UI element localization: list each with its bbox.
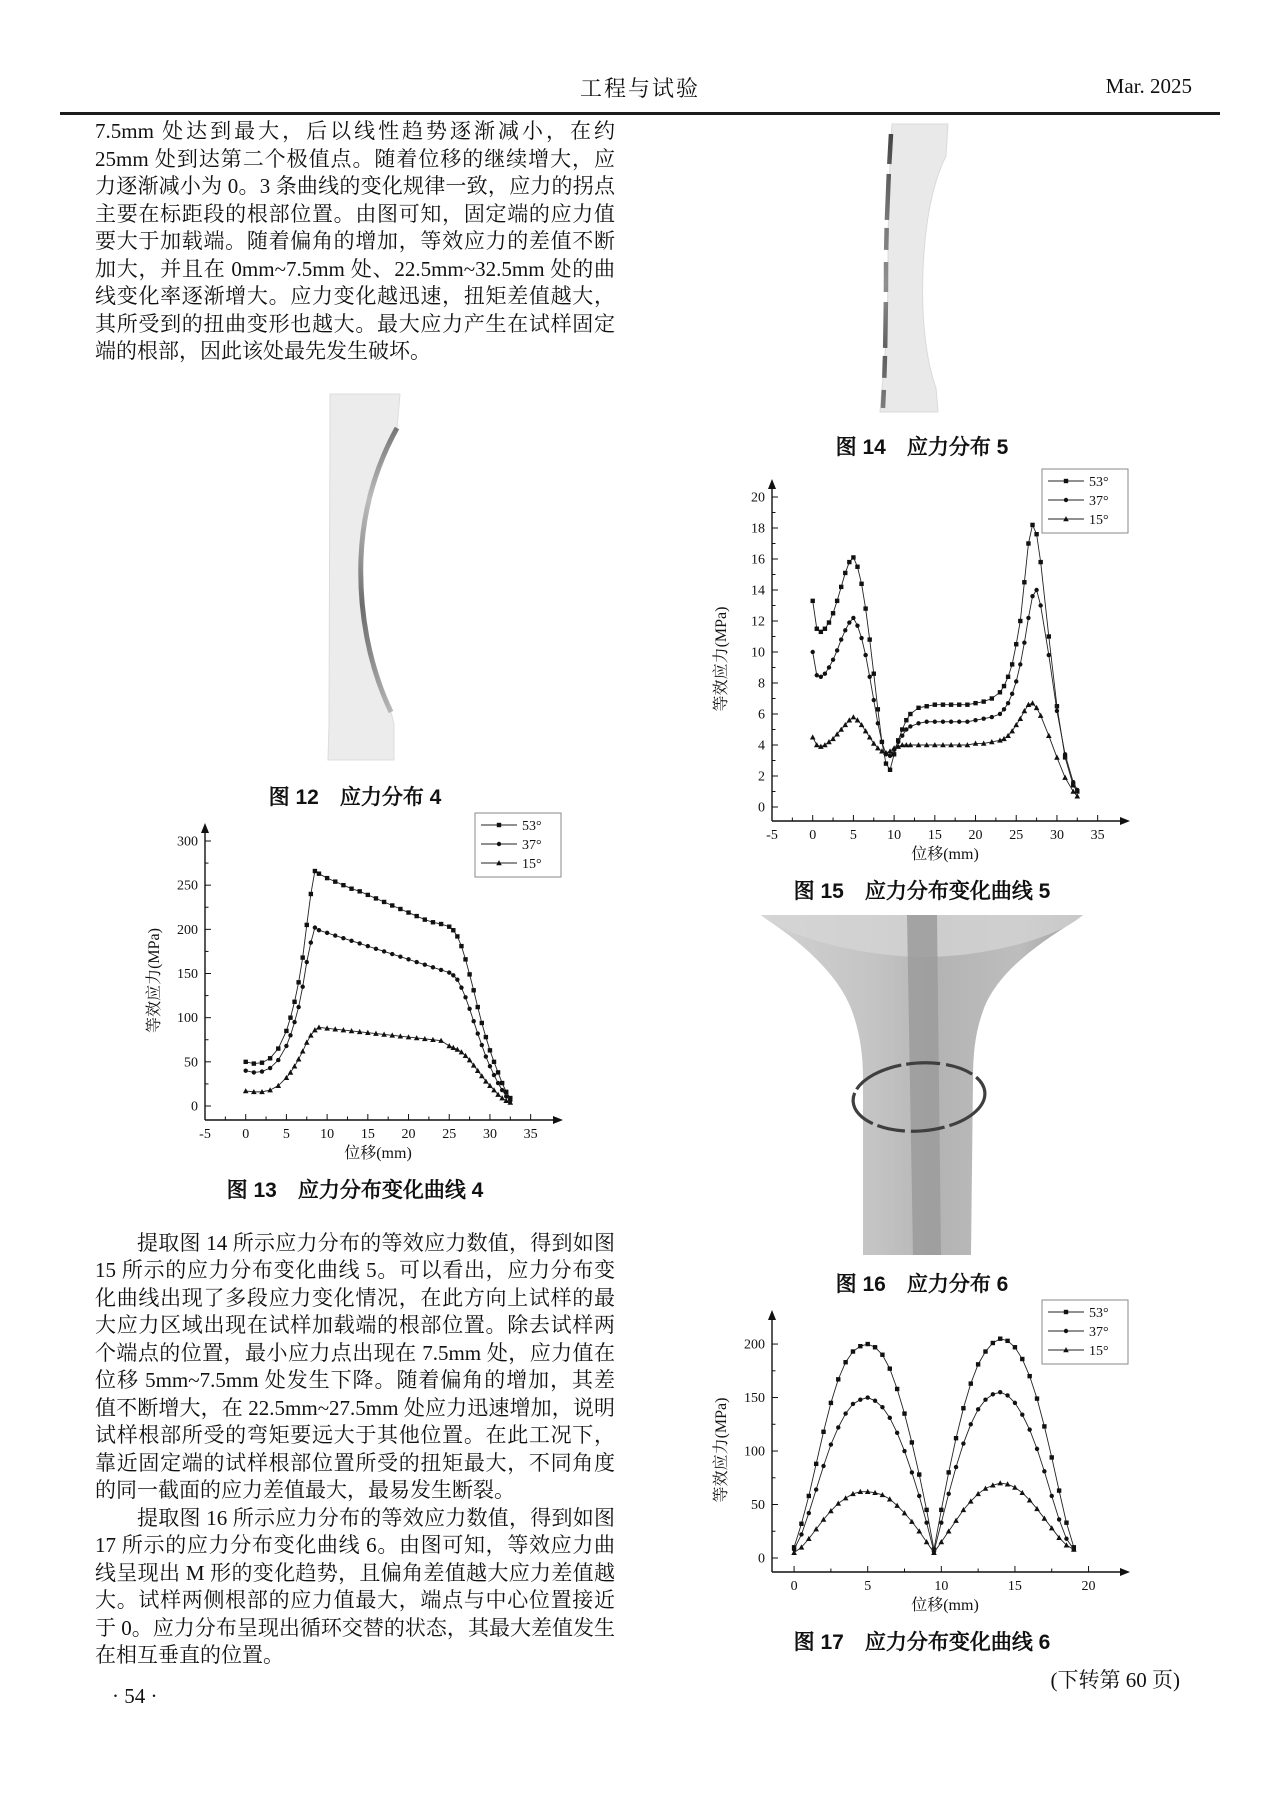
svg-text:53°: 53°: [1089, 475, 1109, 490]
svg-text:位移(mm): 位移(mm): [911, 846, 979, 863]
svg-text:0: 0: [809, 828, 817, 843]
svg-text:37°: 37°: [1089, 1325, 1109, 1340]
fig14-specimen-image: [862, 122, 982, 414]
svg-text:等效应力(MPa): 等效应力(MPa): [713, 606, 730, 712]
svg-text:53°: 53°: [522, 818, 542, 834]
figure-12: [95, 390, 615, 767]
svg-text:8: 8: [758, 676, 765, 692]
fig12-caption: 图 12 应力分布 4: [268, 785, 442, 809]
svg-text:5: 5: [282, 1126, 290, 1142]
svg-text:250: 250: [177, 878, 198, 894]
svg-text:4: 4: [758, 738, 765, 754]
svg-text:37°: 37°: [522, 837, 542, 853]
svg-text:30: 30: [1049, 828, 1064, 843]
svg-text:50: 50: [184, 1054, 198, 1070]
svg-text:35: 35: [1090, 828, 1105, 843]
svg-text:18: 18: [751, 521, 765, 537]
journal-date: Mar. 2025: [1105, 74, 1192, 98]
paragraph-2: 提取图 14 所示应力分布的等效应力数值，得到如图 15 所示的应力分布变化曲线 5。可以看出，应力分布变化曲线出现了多段应力变化情况，在此方向上试样的最大应力区域出现在试样加载端的根部位置。除去试样两个端点的位置，最小应力点出现在 7.5mm 处，应力值在位移 5mm~7.5mm 处发生下降。随着偏角的增加，其差值不断增大，在 22.5mm~27.5mm 处应力迅速增加，说明试样根部所受的弯矩要远大于其他位置。在此工况下，靠近固定端的试样根部位置所受的扭矩最大，不同角度的同一截面的应力差值最大，最易发生断裂。: [95, 1230, 615, 1502]
svg-text:15: 15: [927, 828, 942, 843]
svg-text:0: 0: [790, 1579, 798, 1594]
svg-text:0: 0: [191, 1099, 198, 1114]
fig14-caption: 图 14 应力分布 5: [835, 436, 1009, 459]
svg-text:6: 6: [758, 707, 765, 723]
fig16-specimen-image: [757, 915, 1087, 1255]
svg-text:50: 50: [751, 1498, 765, 1514]
svg-text:25: 25: [442, 1126, 457, 1142]
fig12-specimen-image: [240, 390, 470, 762]
svg-text:15°: 15°: [1089, 1344, 1109, 1359]
svg-text:53°: 53°: [1089, 1306, 1109, 1321]
svg-text:10: 10: [934, 1579, 949, 1594]
svg-text:35: 35: [523, 1126, 538, 1142]
fig16-caption: 图 16 应力分布 6: [835, 1273, 1009, 1296]
fig17-chart: [712, 1298, 1132, 1618]
right-column: [658, 122, 1186, 1694]
figure-16: [658, 915, 1186, 1260]
svg-text:20: 20: [1081, 1579, 1096, 1594]
svg-text:300: 300: [177, 834, 198, 849]
svg-text:200: 200: [744, 1337, 765, 1353]
svg-text:15°: 15°: [1089, 513, 1109, 528]
svg-text:20: 20: [968, 828, 983, 843]
svg-text:15: 15: [1007, 1579, 1022, 1594]
svg-text:10: 10: [320, 1126, 335, 1142]
svg-text:位移(mm): 位移(mm): [911, 1597, 979, 1614]
svg-text:25: 25: [1009, 828, 1024, 843]
svg-text:100: 100: [744, 1444, 765, 1460]
svg-text:位移(mm): 位移(mm): [344, 1144, 412, 1162]
fig15-chart: [712, 467, 1132, 867]
svg-text:30: 30: [482, 1126, 497, 1142]
svg-text:14: 14: [751, 583, 765, 599]
svg-text:10: 10: [751, 645, 765, 661]
page-number: · 54 ·: [112, 1684, 158, 1708]
svg-text:-5: -5: [199, 1126, 211, 1142]
svg-text:20: 20: [401, 1126, 416, 1142]
svg-text:37°: 37°: [1089, 494, 1109, 509]
fig17-caption: 图 17 应力分布变化曲线 6: [793, 1631, 1051, 1654]
svg-text:150: 150: [744, 1391, 765, 1407]
fig13-chart: [145, 811, 565, 1166]
svg-text:15: 15: [360, 1126, 375, 1142]
svg-text:12: 12: [751, 614, 765, 630]
svg-text:0: 0: [758, 1551, 765, 1567]
header-rule: [60, 112, 1220, 115]
svg-text:5: 5: [849, 828, 857, 843]
svg-text:200: 200: [177, 922, 198, 938]
paragraph-3: 提取图 16 所示应力分布的等效应力数值，得到如图 17 所示的应力分布变化曲线 6。由图可知，等效应力曲线呈现出 M 形的变化趋势，且偏角差值越大应力差值越大。试样两侧根部的应力值最大，端点与中心位置接近于 0。应力分布呈现出循环交替的状态，其最大差值发生在相互垂直的位置。: [95, 1505, 615, 1667]
figure-14: [658, 122, 1186, 419]
svg-text:150: 150: [177, 966, 198, 982]
svg-text:15°: 15°: [522, 856, 542, 872]
svg-text:等效应力(MPa): 等效应力(MPa): [146, 927, 163, 1033]
svg-text:20: 20: [751, 490, 765, 506]
svg-text:16: 16: [751, 552, 765, 568]
svg-text:0: 0: [242, 1126, 250, 1142]
left-column: [95, 118, 615, 1670]
continuation-note: (下转第 60 页): [1050, 1668, 1180, 1692]
svg-text:2: 2: [758, 769, 765, 785]
journal-title: 工程与试验: [579, 76, 700, 101]
svg-text:-5: -5: [766, 828, 778, 843]
fig13-caption: 图 13 应力分布变化曲线 4: [226, 1178, 484, 1202]
svg-text:等效应力(MPa): 等效应力(MPa): [713, 1397, 730, 1503]
svg-text:100: 100: [177, 1010, 198, 1026]
svg-text:0: 0: [758, 800, 765, 816]
svg-text:10: 10: [887, 828, 902, 843]
svg-text:5: 5: [864, 1579, 872, 1594]
fig15-caption: 图 15 应力分布变化曲线 5: [793, 880, 1051, 903]
paragraph-1: 7.5mm 处达到最大，后以线性趋势逐渐减小，在约 25mm 处到达第二个极值点。随着位移的继续增大，应力逐渐减小为 0。3 条曲线的变化规律一致，应力的拐点主要在标距段的根部位置。由图可知，固定端的应力值要大于加载端。随着偏角的增加，等效应力的差值不断加大，并且在 0mm~7.5mm 处、22.5mm~32.5mm 处的曲线变化率逐渐增大。应力变化越迅速，扭矩差值越大，其所受到的扭曲变形也越大。最大应力产生在试样固定端的根部，因此该处最先发生破坏。: [95, 119, 615, 363]
